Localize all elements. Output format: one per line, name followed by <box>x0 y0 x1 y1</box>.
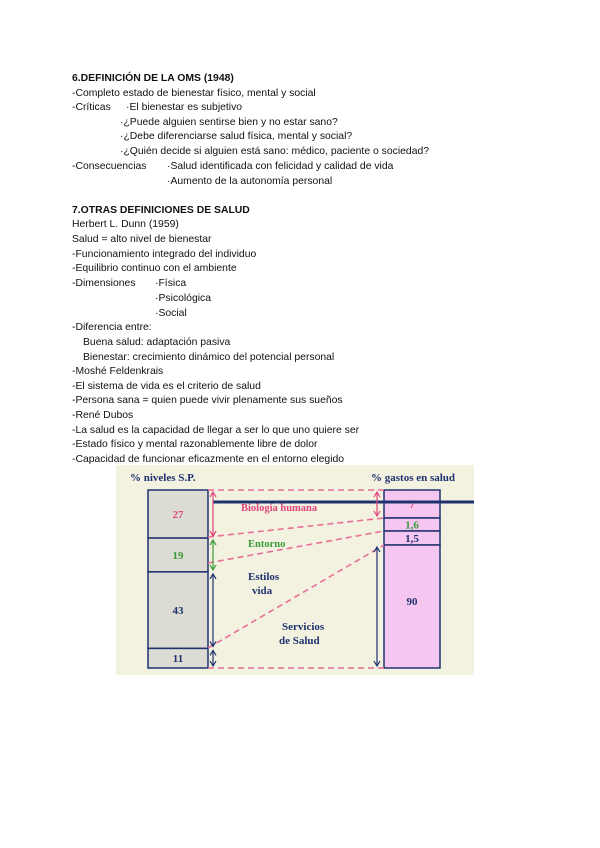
health-determinants-figure <box>116 465 474 675</box>
text-line: ·¿Quién decide si alguien está sano: médico, paciente o sociedad? <box>120 146 430 157</box>
text-line: -Capacidad de funcionar eficazmente en el entorno elegido <box>72 454 345 465</box>
text-line: ·¿Puede alguien sentirse bien y no estar sano? <box>120 117 338 128</box>
label-servicios-line2: de Salud <box>279 635 320 647</box>
figure-svg <box>116 465 474 675</box>
text-line: ·Salud identificada con felicidad y calidad de vida <box>167 161 394 172</box>
label-entorno: Entorno <box>248 539 286 550</box>
right-value-label: 1,6 <box>405 519 419 532</box>
text-line: -Diferencia entre: <box>72 322 152 333</box>
left-column-header: % niveles S.P. <box>130 472 196 484</box>
right-value-label: 7 <box>409 499 415 511</box>
text-line: -Moshé Feldenkrais <box>72 366 164 377</box>
right-column <box>384 490 440 668</box>
section-6-heading: 6.DEFINICIÓN DE LA OMS (1948) <box>72 73 234 84</box>
text-line: ·Aumento de la autonomía personal <box>167 176 333 187</box>
left-column <box>148 490 208 668</box>
label-estilos-line2: vida <box>252 585 273 597</box>
text-line: ·¿Debe diferenciarse salud física, mental y social? <box>120 131 353 142</box>
text-line: -Consecuencias <box>72 161 147 172</box>
left-value-label: 19 <box>172 549 184 562</box>
text-line: -René Dubos <box>72 410 134 421</box>
text-line: ·Psicológica <box>155 293 212 304</box>
text-line: -Funcionamiento integrado del individuo <box>72 249 257 260</box>
section-7-heading: 7.OTRAS DEFINICIONES DE SALUD <box>72 205 250 216</box>
text-line: Salud = alto nivel de bienestar <box>72 234 212 245</box>
left-value-label: 43 <box>172 605 184 618</box>
text-line: -Dimensiones <box>72 278 136 289</box>
text-line: Buena salud: adaptación pasiva <box>83 337 231 348</box>
right-value-label: 90 <box>406 596 418 608</box>
right-column-header: % gastos en salud <box>371 472 456 484</box>
text-line: ·Física <box>155 278 187 289</box>
text-line: -Persona sana = quien puede vivir plenamente sus sueños <box>72 395 343 406</box>
text-line: ·El bienestar es subjetivo <box>126 102 243 113</box>
label-servicios-line1: Servicios <box>282 621 325 633</box>
label-biologia: Biología humana <box>241 503 318 514</box>
text-line: -Estado físico y mental razonablemente libre de dolor <box>72 439 318 450</box>
text-line: -Equilibrio continuo con el ambiente <box>72 263 237 274</box>
left-value-label: 11 <box>172 653 184 666</box>
text-line: -Críticas <box>72 102 111 113</box>
text-line: ·Social <box>155 308 187 319</box>
text-line: -El sistema de vida es el criterio de salud <box>72 381 261 392</box>
text-line: -Completo estado de bienestar físico, mental y social <box>72 88 316 99</box>
text-line: Herbert L. Dunn (1959) <box>72 219 179 230</box>
right-value-label: 1,5 <box>405 533 419 545</box>
text-line: -La salud es la capacidad de llegar a ser lo que uno quiere ser <box>72 425 360 436</box>
left-value-label: 27 <box>172 509 184 522</box>
label-estilos-line1: Estilos <box>248 571 280 583</box>
text-line: Bienestar: crecimiento dinámico del potencial personal <box>83 352 335 363</box>
